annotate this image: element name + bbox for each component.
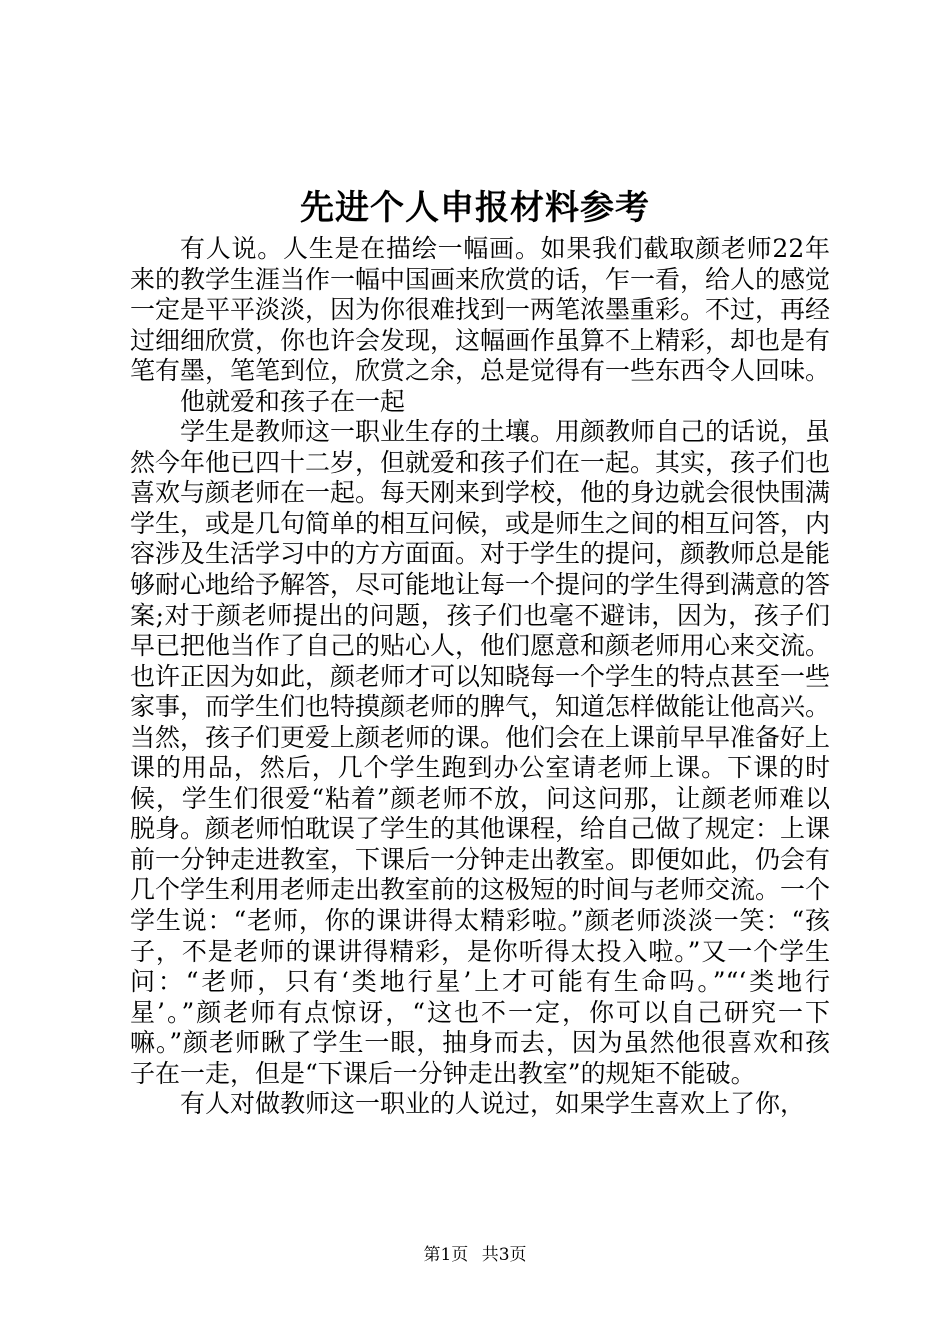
page-total: 共3页 (481, 1245, 527, 1265)
paragraph-main: 学生是教师这一职业生存的土壤。用颜教师自己的话说，虽然今年他已四十二岁，但就爱和孩子们在一起。其实，孩子们也喜欢与颜老师在一起。每天刚来到学校，他的身边就会很快围满学生，或是几句简单的相互问候，或是师生之间的相互问答，内容涉及生活学习中的方方面面。对于学生的提问，颜教师总是能够耐心地给予解答，尽可能地让每一个提问的学生得到满意的答案;对于颜老师提出的问题，孩子们也毫不避讳，因为，孩子们早已把他当作了自己的贴心人，他们愿意和颜老师用心来交流。也许正因为如此，颜老师才可以知晓每一个学生的特点甚至一些家事，而学生们也特摸颜老师的脾气，知道怎样做能让他高兴。当然，孩子们更爱上颜老师的课。他们会在上课前早早准备好上课的用品，然后，几个学生跑到办公室请老师上课。下课的时候，学生们很爱“粘着”颜老师不放，问这问那，让颜老师难以脱身。颜老师怕耽误了学生的其他课程，给自己做了规定：上课前一分钟走进教室，下课后一分钟走出教室。即便如此，仍会有几个学生利用老师走出教室前的这极短的时间与老师交流。一个学生说：“老师，你的课讲得太精彩啦。”颜老师淡淡一笑：“孩子，不是老师的课讲得精彩，是你听得太投入啦。”又一个学生问：“老师，只有‘类地行星’上才可能有生命吗。”“‘类地行星’。”颜老师有点惊讶，“这也不一定，你可以自己研究一下嘛。”颜老师瞅了学生一眼，抽身而去，因为虽然他很喜欢和孩子在一走，但是“下课后一分钟走出教室”的规矩不能破。 (130, 417, 831, 1088)
page-number: 第1页 (423, 1245, 469, 1265)
paragraph-continued: 有人对做教师这一职业的人说过，如果学生喜欢上了你， (180, 1089, 806, 1119)
document-body (130, 234, 830, 1120)
paragraph-intro: 有人说。人生是在描绘一幅画。如果我们截取颜老师22年来的教学生涯当作一幅中国画来欣赏的话，乍一看，给人的感觉一定是平平淡淡，因为你很难找到一两笔浓墨重彩。不过，再经过细细欣赏，你也许会发现，这幅画作虽算不上精彩，却也是有笔有墨，笔笔到位，欣赏之余，总是觉得有一些东西令人回味。 (130, 234, 831, 386)
page-footer (0, 1243, 950, 1267)
section-heading: 他就爱和孩子在一起 (180, 386, 406, 416)
document-title: 先进个人申报材料参考 (300, 188, 650, 228)
